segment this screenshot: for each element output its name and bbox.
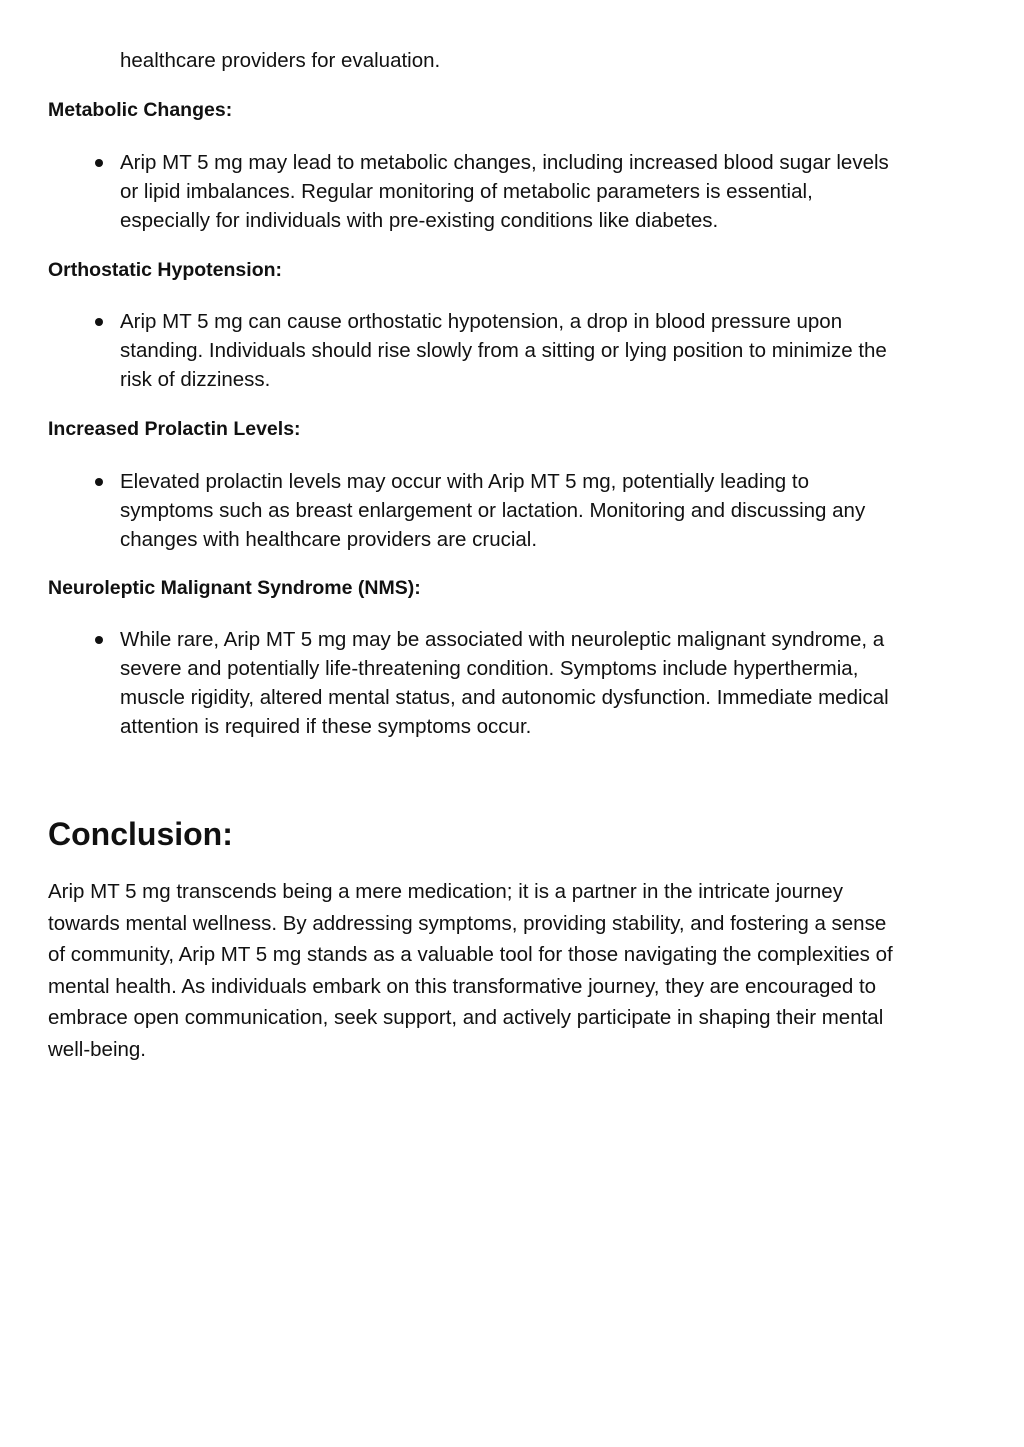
bullet-line: Elevated prolactin levels may occur with Arip MT 5 mg, potentially leading to bbox=[120, 470, 809, 493]
bullet-item-increased-prolactin-levels bbox=[120, 467, 976, 554]
bullet-line: severe and potentially life-threatening condition. Symptoms include hyperthermia, bbox=[120, 657, 859, 680]
bullet-item-metabolic-changes bbox=[120, 148, 976, 235]
bullet-icon bbox=[95, 159, 103, 167]
section-heading-orthostatic-hypotension: Orthostatic Hypotension: bbox=[48, 259, 283, 281]
bullet-line: symptoms such as breast enlargement or lactation. Monitoring and discussing any bbox=[120, 499, 866, 522]
continuation-text: healthcare providers for evaluation. bbox=[120, 49, 441, 72]
paragraph-line: of community, Arip MT 5 mg stands as a valuable tool for those navigating the complexities of bbox=[48, 943, 893, 967]
bullet-line: or lipid imbalances. Regular monitoring of metabolic parameters is essential, bbox=[120, 180, 813, 203]
bullet-icon bbox=[95, 636, 103, 644]
bullet-line: While rare, Arip MT 5 mg may be associated with neuroleptic malignant syndrome, a bbox=[120, 628, 885, 651]
bullet-line: attention is required if these symptoms occur. bbox=[120, 715, 532, 738]
bullet-item-orthostatic-hypotension bbox=[120, 307, 976, 394]
conclusion-paragraph bbox=[48, 876, 978, 1066]
bullet-line: Arip MT 5 mg can cause orthostatic hypotension, a drop in blood pressure upon bbox=[120, 310, 843, 333]
paragraph-line: well-being. bbox=[48, 1037, 146, 1061]
bullet-line: especially for individuals with pre-existing conditions like diabetes. bbox=[120, 209, 719, 232]
section-heading-metabolic-changes: Metabolic Changes: bbox=[48, 99, 233, 121]
paragraph-line: embrace open communication, seek support, and actively participate in shaping their mental bbox=[48, 1006, 884, 1030]
bullet-icon bbox=[95, 318, 103, 326]
paragraph-line: mental health. As individuals embark on this transformative journey, they are encouraged to bbox=[48, 974, 877, 998]
bullet-line: risk of dizziness. bbox=[120, 368, 271, 391]
section-heading-nms: Neuroleptic Malignant Syndrome (NMS): bbox=[48, 577, 421, 599]
conclusion-heading: Conclusion: bbox=[48, 816, 233, 852]
section-heading-increased-prolactin-levels: Increased Prolactin Levels: bbox=[48, 418, 301, 440]
bullet-line: Arip MT 5 mg may lead to metabolic changes, including increased blood sugar levels bbox=[120, 151, 889, 174]
bullet-line: changes with healthcare providers are crucial. bbox=[120, 528, 538, 551]
paragraph-line: Arip MT 5 mg transcends being a mere medication; it is a partner in the intricate journey bbox=[48, 880, 843, 903]
bullet-line: standing. Individuals should rise slowly from a sitting or lying position to minimize the bbox=[120, 339, 887, 362]
bullet-line: muscle rigidity, altered mental status, and autonomic dysfunction. Immediate medical bbox=[120, 686, 889, 709]
bullet-icon bbox=[95, 478, 103, 486]
paragraph-line: towards mental wellness. By addressing symptoms, providing stability, and fostering a sense bbox=[48, 911, 887, 935]
bullet-item-nms bbox=[120, 625, 976, 741]
